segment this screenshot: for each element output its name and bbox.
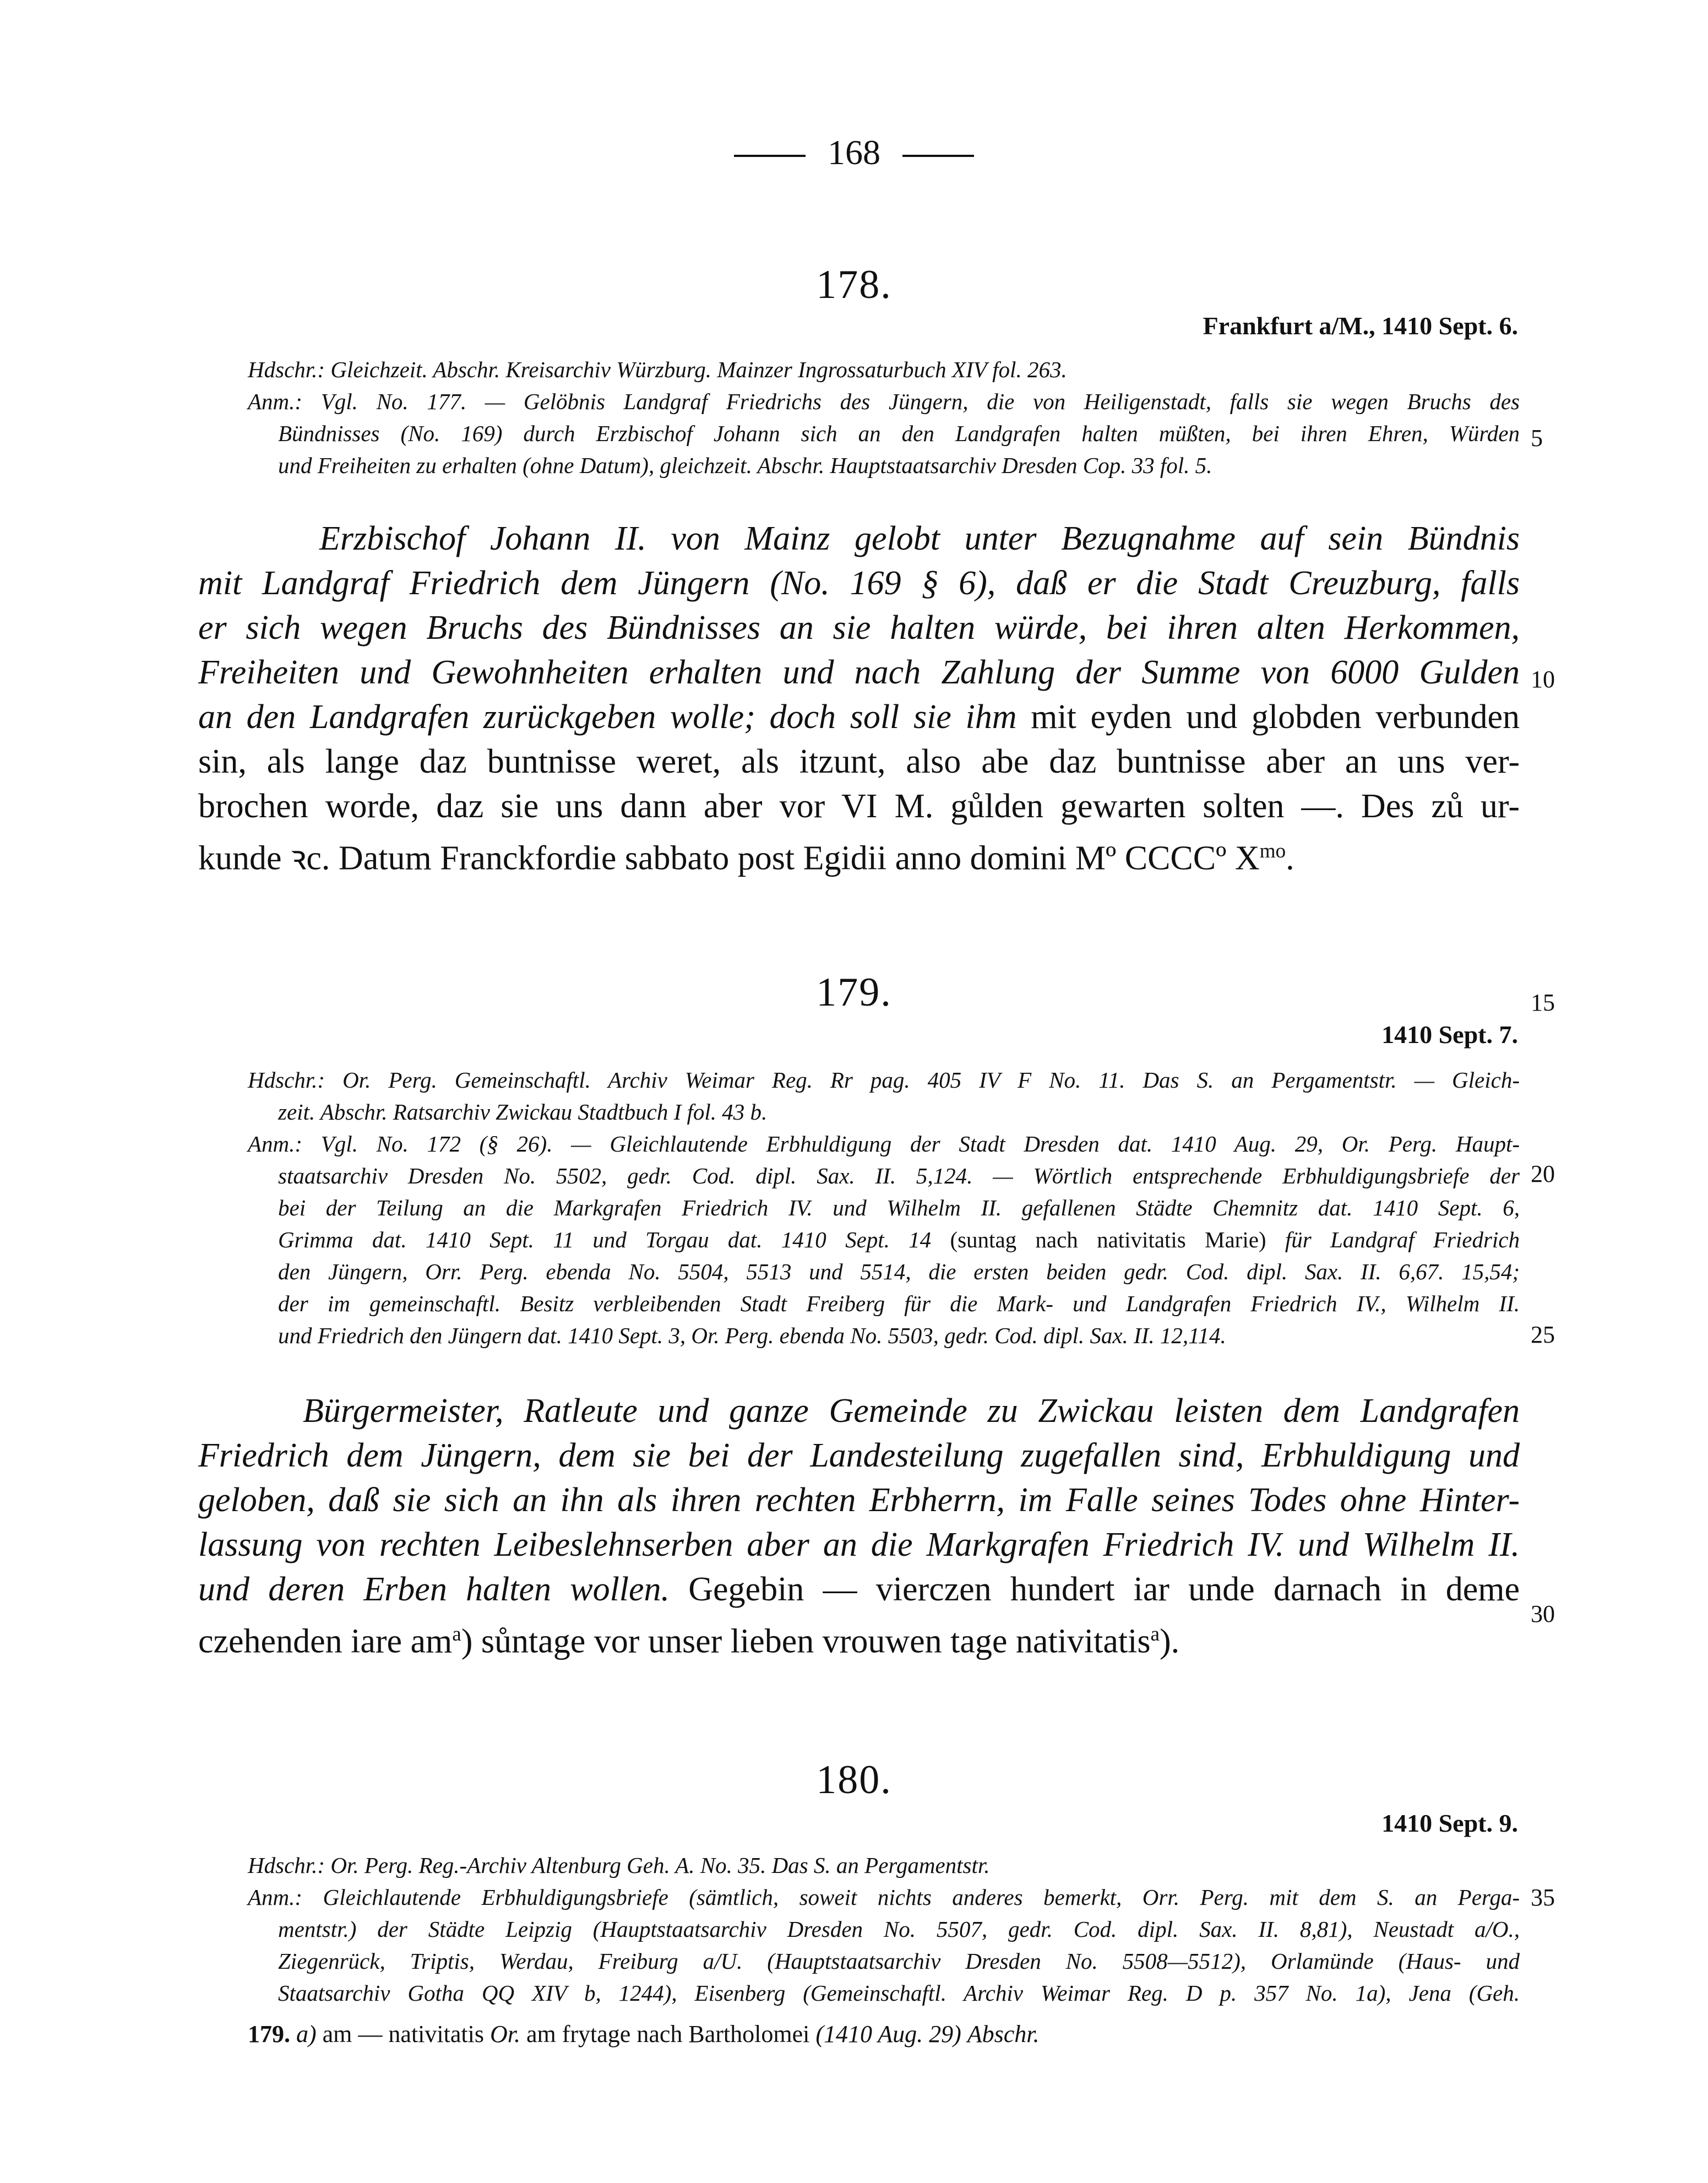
para-segment: Gegebin — vierczen hundert iar unde darnach in deme <box>688 1571 1520 1608</box>
note-line: bei der Teilung an die Markgrafen Friedrich IV. und Wilhelm II. gefallenen Städte Chemnitz dat. 1410 Sept. 6, <box>278 1195 1520 1220</box>
note-line: Bündnisses (No. 169) durch Erzbischof Johann sich an den Landgrafen halten müßten, bei ihren Ehren, Würden <box>278 421 1520 446</box>
note-line: Staatsarchiv Gotha QQ XIV b, 1244), Eisenberg (Gemeinschaftl. Archiv Weimar Reg. D p. 357 No. 1a), Jena (Geh. <box>278 1980 1520 2006</box>
para-line <box>198 1567 1520 1612</box>
doc-178-place: Frankfurt <box>1203 312 1313 340</box>
doc-180-notes <box>248 1849 1520 2009</box>
para-segment: ). <box>1159 1622 1180 1660</box>
doc-179-paragraph <box>198 1389 1520 1664</box>
note-line: staatsarchiv Dresden No. 5502, gedr. Cod. dipl. Sax. II. 5,124. — Wörtlich entsprechende Erbhuldigungsbriefe der <box>278 1163 1520 1188</box>
para-line: sin, als lange daz buntnisse weret, als itzunt, also abe daz buntnisse aber an uns ver- <box>198 743 1520 780</box>
note-line: Anm.: Vgl. No. 177. — Gelöbnis Landgraf Friedrichs des Jüngern, die von Heiligenstadt, falls sie wegen Bruchs des <box>248 389 1520 414</box>
footnote-mark: a <box>1150 1623 1160 1646</box>
note-segment: Grimma dat. 1410 Sept. 11 und Torgau dat. 1410 Sept. 14 <box>278 1227 932 1252</box>
para-line: Erzbischof Johann II. von Mainz gelobt unter Bezugnahme auf sein Bündnis <box>319 520 1520 557</box>
note-line: und Freiheiten zu erhalten (ohne Datum), gleichzeit. Abschr. Hauptstaatsarchiv Dresden Cop. 33 fol. 5. <box>278 453 1212 478</box>
para-segment: czehenden iare am <box>198 1622 453 1660</box>
line-number: 5 <box>1531 425 1543 452</box>
line-number: 30 <box>1531 1600 1555 1627</box>
note-line: Hdschr.: Or. Perg. Reg.-Archiv Altenburg Geh. A. No. 35. Das S. an Pergamentstr. <box>248 1853 990 1878</box>
footnote-date: (1410 Aug. 29) <box>815 2021 961 2048</box>
footnote-source: Or. <box>489 2021 520 2048</box>
doc-180-date: 1410 Sept. 9. <box>1381 1809 1518 1837</box>
para-line <box>198 695 1520 740</box>
note-line: und Friedrich den Jüngern dat. 1410 Sept. 3, Or. Perg. ebenda No. 5503, gedr. Cod. dipl. Sax. II. 12,114. <box>278 1323 1226 1348</box>
para-line: geloben, daß sie sich an ihn als ihren rechten Erbherrn, im Falle seines Todes ohne Hinter- <box>198 1481 1520 1519</box>
note-line <box>248 1224 1520 1256</box>
para-line: lassung von rechten Leibeslehnserben aber an die Markgrafen Friedrich IV. und Wilhelm II. <box>198 1526 1520 1563</box>
footnote <box>248 2020 1520 2048</box>
footnote-mark: a <box>452 1623 461 1646</box>
note-line: der im gemeinschaftl. Besitz verbleibenden Stadt Freiberg für die Mark- und Landgrafen Friedrich IV., Wilhelm II. <box>278 1291 1520 1316</box>
doc-178-paragraph <box>198 517 1520 881</box>
note-line: mentstr.) der Städte Leipzig (Hauptstaatsarchiv Dresden No. 5507, gedr. Cod. dipl. Sax. II. 8,81), Neustadt a/O., <box>278 1916 1520 1942</box>
doc-number-180: 180. <box>816 1757 892 1802</box>
line-number: 10 <box>1531 666 1555 693</box>
para-line <box>198 1612 1520 1664</box>
para-line: Friedrich dem Jüngern, dem sie bei der Landesteilung zugefallen sind, Erbhuldigung und <box>198 1437 1520 1474</box>
line-number: 20 <box>1531 1160 1555 1187</box>
note-line: Anm.: Vgl. No. 172 (§ 26). — Gleichlautende Erbhuldigung der Stadt Dresden dat. 1410 Aug. 29, Or. Perg. Haupt- <box>248 1131 1520 1156</box>
footnote-text: am frytage nach Bartholomei <box>526 2021 810 2048</box>
para-line: Freiheiten und Gewohnheiten erhalten und nach Zahlung der Summe von 6000 Gulden <box>198 654 1520 691</box>
header-rule-left <box>734 155 806 157</box>
doc-number-178: 178. <box>816 262 892 307</box>
superscript: mo <box>1259 840 1286 862</box>
footnote-ref: 179. <box>248 2021 290 2048</box>
line-number: 15 <box>1531 989 1555 1016</box>
doc-179-notes <box>248 1064 1520 1351</box>
para-segment: . <box>1286 839 1294 877</box>
para-line <box>198 829 1520 881</box>
page-header <box>0 132 1708 173</box>
page-number: 168 <box>828 133 880 172</box>
doc-179-date: 1410 Sept. 7. <box>1381 1020 1518 1049</box>
line-number: 35 <box>1531 1884 1555 1911</box>
line-number: 25 <box>1531 1321 1555 1348</box>
note-line: Hdschr.: Gleichzeit. Abschr. Kreisarchiv Würzburg. Mainzer Ingrossaturbuch XIV fol. 263. <box>248 357 1067 382</box>
note-segment: (suntag nach nativitatis Marie) <box>950 1227 1266 1252</box>
para-segment: und deren Erben halten wollen. <box>198 1571 670 1608</box>
note-line: Anm.: Gleichlautende Erbhuldigungsbriefe (sämtlich, soweit nichts anderes bemerkt, Orr. Perg. mit dem S. an Perga- <box>248 1885 1520 1910</box>
para-line: mit Landgraf Friedrich dem Jüngern (No. 169 § 6), daß er die Stadt Creuzburg, falls <box>198 564 1520 602</box>
para-segment: an den Landgrafen zurückgeben wolle; doch soll sie ihm <box>198 698 1017 736</box>
note-line: zeit. Abschr. Ratsarchiv Zwickau Stadtbuch I fol. 43 b. <box>278 1099 768 1125</box>
footnote-text: am — nativitatis <box>322 2021 484 2048</box>
footnote-source: Abschr. <box>967 2021 1040 2048</box>
para-segment: ) sůntage vor unser lieben vrouwen tage nativitatis <box>461 1622 1151 1660</box>
para-line: Bürgermeister, Ratleute und ganze Gemeinde zu Zwickau leisten dem Landgrafen <box>303 1392 1520 1430</box>
para-line: brochen worde, daz sie uns dann aber vor VI M. gůlden gewarten solten —. Des zů ur- <box>198 788 1520 825</box>
note-segment: für Landgraf Friedrich <box>1285 1227 1520 1252</box>
para-line: er sich wegen Bruchs des Bündnisses an sie halten würde, bei ihren alten Herkommen, <box>198 609 1520 647</box>
footnote-mark: a) <box>296 2021 317 2048</box>
doc-number-179: 179. <box>816 970 892 1015</box>
doc-178-place-suffix: a/M., <box>1319 312 1375 340</box>
para-segment: mit eyden und globden verbunden <box>1031 698 1520 736</box>
doc-178-dateline <box>1203 311 1518 340</box>
para-segment: kunde ꝛc. Datum Franckfordie sabbato post Egidii anno domini Mº CCCCº X <box>198 839 1260 877</box>
doc-178-notes <box>248 354 1520 481</box>
header-rule-right <box>902 155 974 157</box>
note-line: Ziegenrück, Triptis, Werdau, Freiburg a/U. (Hauptstaatsarchiv Dresden No. 5508—5512), Orlamünde (Haus- und <box>278 1948 1520 1974</box>
note-line: Hdschr.: Or. Perg. Gemeinschaftl. Archiv Weimar Reg. Rr pag. 405 IV F No. 11. Das S. an Pergamentstr. — Gleich- <box>248 1067 1520 1093</box>
doc-178-date: 1410 Sept. 6. <box>1381 312 1518 340</box>
note-line: den Jüngern, Orr. Perg. ebenda No. 5504, 5513 und 5514, die ersten beiden gedr. Cod. dipl. Sax. II. 6,67. 15,54; <box>278 1259 1520 1284</box>
